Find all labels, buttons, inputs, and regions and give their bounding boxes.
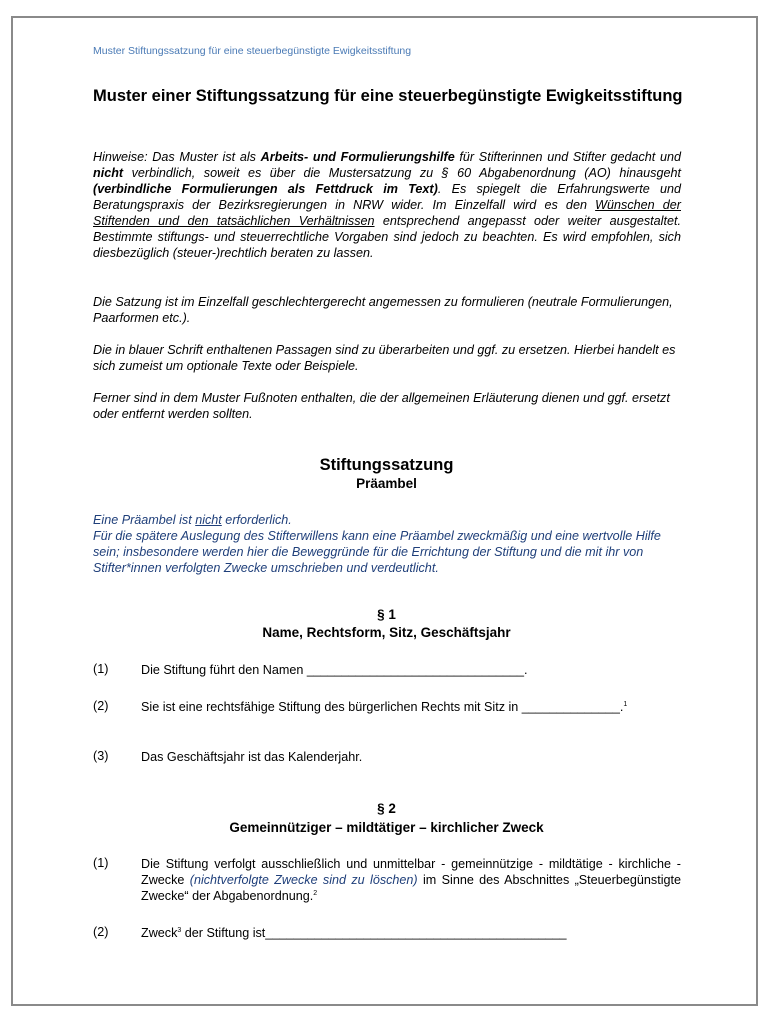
s1-item-2-text: Sie ist eine rechtsfähige Stiftung des bürgerlichen Rechts mit Sitz in ______________. (141, 700, 624, 714)
praeambel-line-1: Eine Präambel ist nicht erforderlich. (93, 513, 292, 527)
s2-item-1-number: (1) (93, 856, 109, 870)
document-page (11, 16, 758, 1006)
s2-item-2-number: (2) (93, 925, 109, 939)
s1-item-1-number: (1) (93, 662, 109, 676)
footnote-ref-3[interactable]: 3 (177, 927, 182, 934)
footnote-ref-2[interactable]: 2 (313, 890, 318, 897)
s1-item-2-number: (2) (93, 699, 109, 713)
document-title: Muster einer Stiftungssatzung für eine steuerbegünstigte Ewigkeitsstiftung (93, 87, 683, 105)
footnote-ref-1[interactable]: 1 (623, 701, 628, 708)
gender-note: Die Satzung ist im Einzelfall geschlechtergerecht angemessen zu formulieren (neutrale Formulierungen, Paarformen etc.). (93, 295, 673, 325)
satzung-title: Stiftungssatzung (319, 456, 454, 474)
optional-blue-text: (nichtverfolgte Zwecke sind zu löschen) (189, 873, 418, 887)
s1-item-3-text: Das Geschäftsjahr ist das Kalenderjahr. (141, 750, 363, 764)
praeambel-line-2: Für die spätere Auslegung des Stifterwillens kann eine Präambel zweckmäßig und eine wertvolle Hilfe sein; insbesondere werden hier die Beweggründe für die Errichtung der Stiftung und die mit ihr von Stifter*innen verfolgten Zwecke umschrieben und verdeutlicht. (93, 529, 661, 575)
section-1-heading: Name, Rechtsform, Sitz, Geschäftsjahr (262, 625, 511, 640)
section-2-heading: Gemeinnütziger – mildtätiger – kirchlicher Zweck (229, 820, 544, 835)
s2-item-1: Die Stiftung verfolgt ausschließlich und unmittelbar - gemeinnützige - mildtätige - kirchliche - Zwecke (nichtverfolgte Zwecke sind zu löschen) im Sinne des Abschnittes „Steuerbegünstigte Zwecke“ der Abgabenordnung.$^2$ (141, 857, 682, 903)
s1-item-1-text: Die Stiftung führt den Namen _______________________________. (141, 663, 528, 677)
hint-paragraph: Hinweise: Das Muster ist als Arbeits- und Formulierungshilfe für Stifterinnen und Stifter gedacht und nicht verbindlich, soweit es über die Mustersatzung zu § 60 Abgabenordnung (AO) hinausgeht (verbindliche Formulierungen als Fettdruck im Text). Es spiegelt die Erfahrungswerte und Beratungspraxis der Bezirksregierungen in NRW wider. Im Einzelfall wird es den Wünschen der Stiftenden und den tatsächlichen Verhältnissen entsprechend angepasst oder weiter ausgestaltet. Bestimmte stiftungs- und steuerrechtliche Vorgaben sind jedoch zu beachten. Es wird empfohlen, sich diesbezüglich (steuer-)rechtlich beraten zu lassen. (93, 150, 681, 260)
section-1-number: § 1 (377, 607, 396, 622)
praeambel-text (93, 512, 681, 576)
footnote-note: Ferner sind in dem Muster Fußnoten enthalten, die der allgemeinen Erläuterung dienen und ggf. ersetzt oder entfernt werden sollten. (93, 391, 670, 421)
s2-item-2: Zweck$^3$ der Stiftung ist___________________________________________ (141, 926, 567, 940)
blue-text-note: Die in blauer Schrift enthaltenen Passagen sind zu überarbeiten und ggf. zu ersetzen. Hierbei handelt es sich zumeist um optionale Texte oder Beispiele. (93, 343, 676, 373)
s1-item-2 (141, 699, 681, 715)
section-2-number: § 2 (377, 801, 396, 816)
s1-item-3-number: (3) (93, 749, 109, 763)
praeambel-heading: Präambel (356, 476, 417, 491)
page-header: Muster Stiftungssatzung für eine steuerbegünstigte Ewigkeitsstiftung (93, 45, 412, 57)
